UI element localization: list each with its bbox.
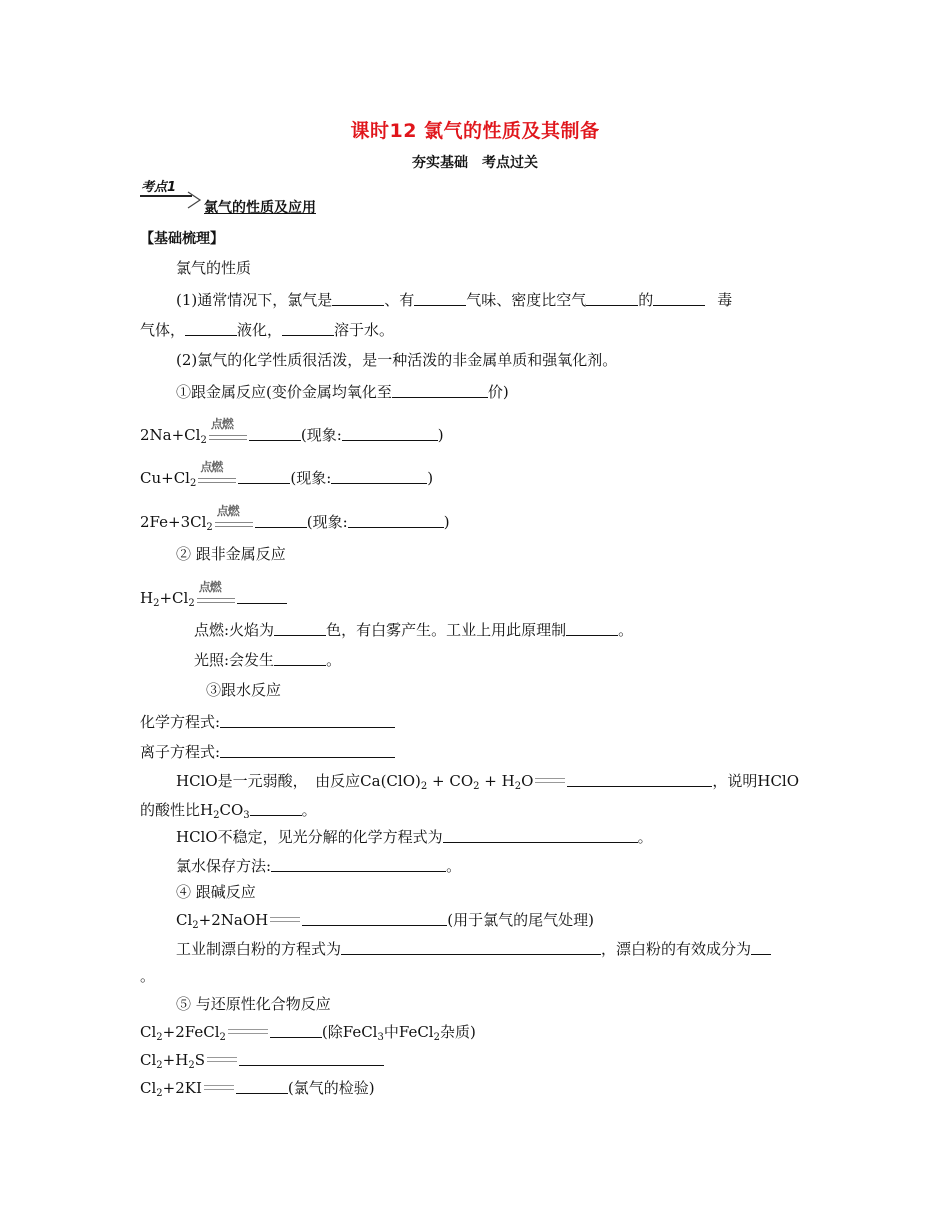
hclo-line-2: 的酸性比$H_2CO_3$ 。 bbox=[140, 801, 317, 821]
page-title: 课时12 氯气的性质及其制备 bbox=[350, 120, 600, 142]
blank bbox=[342, 426, 438, 441]
reaction-condition: 点燃 bbox=[215, 513, 253, 533]
subscript: 2 bbox=[189, 478, 197, 489]
eq-fe: $2Fe+3Cl_2$ 点燃 (现象: ) bbox=[140, 504, 450, 533]
blank bbox=[332, 291, 384, 306]
basics-heading: 【基础梳理】 bbox=[140, 231, 224, 247]
reaction-1-heading: ①跟金属反应(变价金属均氧化至 价) bbox=[176, 383, 509, 401]
blank bbox=[237, 589, 287, 604]
blank bbox=[567, 772, 712, 787]
eq-ki: $Cl_2+2KI$ (氯气的检验) bbox=[140, 1079, 375, 1099]
blank bbox=[274, 651, 326, 666]
subscript: 2 bbox=[420, 781, 428, 792]
subscript: 2 bbox=[188, 598, 195, 609]
kaodian-badge bbox=[140, 178, 210, 212]
subscript: 2 bbox=[156, 1088, 163, 1099]
reaction-5-heading: ⑤ 与还原性化合物反应 bbox=[176, 995, 331, 1013]
subscript: 2 bbox=[473, 781, 480, 792]
blank bbox=[302, 911, 447, 926]
subscript: 2 bbox=[213, 810, 220, 821]
subscript: 2 bbox=[192, 920, 199, 931]
eq-h2: $H_2+Cl_2$ 点燃 bbox=[140, 588, 287, 614]
piaobai-end: 。 bbox=[140, 967, 156, 985]
piaobai-line: 工业制漂白粉的方程式为 ，漂白粉的有效成分为 bbox=[176, 939, 771, 959]
baocun-line: 氯水保存方法: 。 bbox=[176, 857, 462, 875]
blank bbox=[274, 621, 326, 636]
eq-na: $2Na+Cl_2$ 点燃 (现象: ) bbox=[140, 417, 444, 446]
blank bbox=[271, 857, 446, 872]
reaction-3-heading: ③跟水反应 bbox=[206, 681, 282, 699]
huaxue-line: 化学方程式: bbox=[140, 712, 395, 732]
blank bbox=[751, 940, 771, 955]
blank bbox=[185, 321, 237, 336]
eq-naoh: $Cl_2+2NaOH$ (用于氯气的尾气处理) bbox=[176, 911, 594, 931]
dianran-line: 点燃:火焰为 色，有白雾产生。工业上用此原理制 。 bbox=[194, 621, 634, 639]
equals-sign bbox=[207, 1051, 237, 1071]
badge-label: 考点1 bbox=[141, 180, 177, 195]
subscript: 2 bbox=[156, 1060, 163, 1071]
section-heading: 氯气的性质及应用 bbox=[204, 200, 316, 216]
blank bbox=[255, 513, 307, 528]
guangzhao-line: 光照:会发生 。 bbox=[194, 651, 342, 669]
para-1b: 气体， 液化， 溶于水。 bbox=[140, 321, 395, 339]
reaction-condition: 点燃 bbox=[209, 426, 247, 446]
blank bbox=[238, 469, 290, 484]
reaction-2-heading: ② 跟非金属反应 bbox=[176, 545, 286, 563]
blank bbox=[341, 940, 601, 955]
intro-text: 氯气的性质 bbox=[176, 259, 252, 277]
blank bbox=[220, 713, 395, 728]
subscript: 2 bbox=[188, 1060, 195, 1071]
eq-cu: $Cu+Cl_2$ 点燃 (现象: ) bbox=[140, 460, 434, 489]
para-1: (1)通常情况下，氯气是 、有 气味、密度比空气 的 毒 bbox=[176, 291, 733, 309]
blank bbox=[443, 828, 638, 843]
hclo-line-3: HClO不稳定，见光分解的化学方程式为 。 bbox=[176, 828, 653, 846]
subscript: 2 bbox=[433, 1032, 440, 1043]
blank bbox=[348, 513, 444, 528]
blank bbox=[249, 426, 301, 441]
reaction-4-heading: ④ 跟碱反应 bbox=[176, 883, 256, 901]
subscript: 2 bbox=[219, 1032, 226, 1043]
blank bbox=[653, 291, 705, 306]
reaction-condition: 点燃 bbox=[198, 469, 236, 489]
para-2: (2)氯气的化学性质很活泼，是一种活泼的非金属单质和强氧化剂。 bbox=[176, 351, 618, 369]
subscript: 3 bbox=[243, 810, 250, 821]
equals-sign bbox=[535, 772, 565, 792]
blank bbox=[414, 291, 466, 306]
subscript: 2 bbox=[514, 781, 522, 792]
eq-h2s: $Cl_2+H_2S$ bbox=[140, 1050, 384, 1076]
equals-sign bbox=[228, 1023, 268, 1043]
equals-sign bbox=[204, 1079, 234, 1099]
page-subtitle: 夯实基础 考点过关 bbox=[412, 155, 538, 171]
blank bbox=[220, 743, 395, 758]
blank bbox=[239, 1051, 384, 1066]
equals-sign bbox=[270, 911, 300, 931]
subscript: 2 bbox=[200, 435, 207, 446]
lizi-line: 离子方程式: bbox=[140, 742, 395, 762]
blank bbox=[392, 383, 488, 398]
blank bbox=[566, 621, 618, 636]
blank bbox=[236, 1079, 288, 1094]
blank bbox=[331, 469, 427, 484]
blank bbox=[270, 1023, 322, 1038]
subscript: 2 bbox=[206, 522, 213, 533]
subscript: 2 bbox=[156, 1032, 163, 1043]
subscript: 3 bbox=[377, 1032, 384, 1043]
blank bbox=[586, 291, 638, 306]
hclo-line-1: HClO是一元弱酸， 由反应$Ca(ClO)_2 + CO_2 + H_2O$ ，说明HClO bbox=[176, 772, 800, 792]
blank bbox=[282, 321, 334, 336]
reaction-condition: 点燃 bbox=[197, 589, 235, 609]
subscript: 2 bbox=[153, 598, 160, 609]
blank bbox=[250, 801, 302, 816]
eq-fecl: $Cl_2+2FeCl_2$ (除FeCl$_3$中FeCl$_2$杂质) bbox=[140, 1023, 476, 1043]
